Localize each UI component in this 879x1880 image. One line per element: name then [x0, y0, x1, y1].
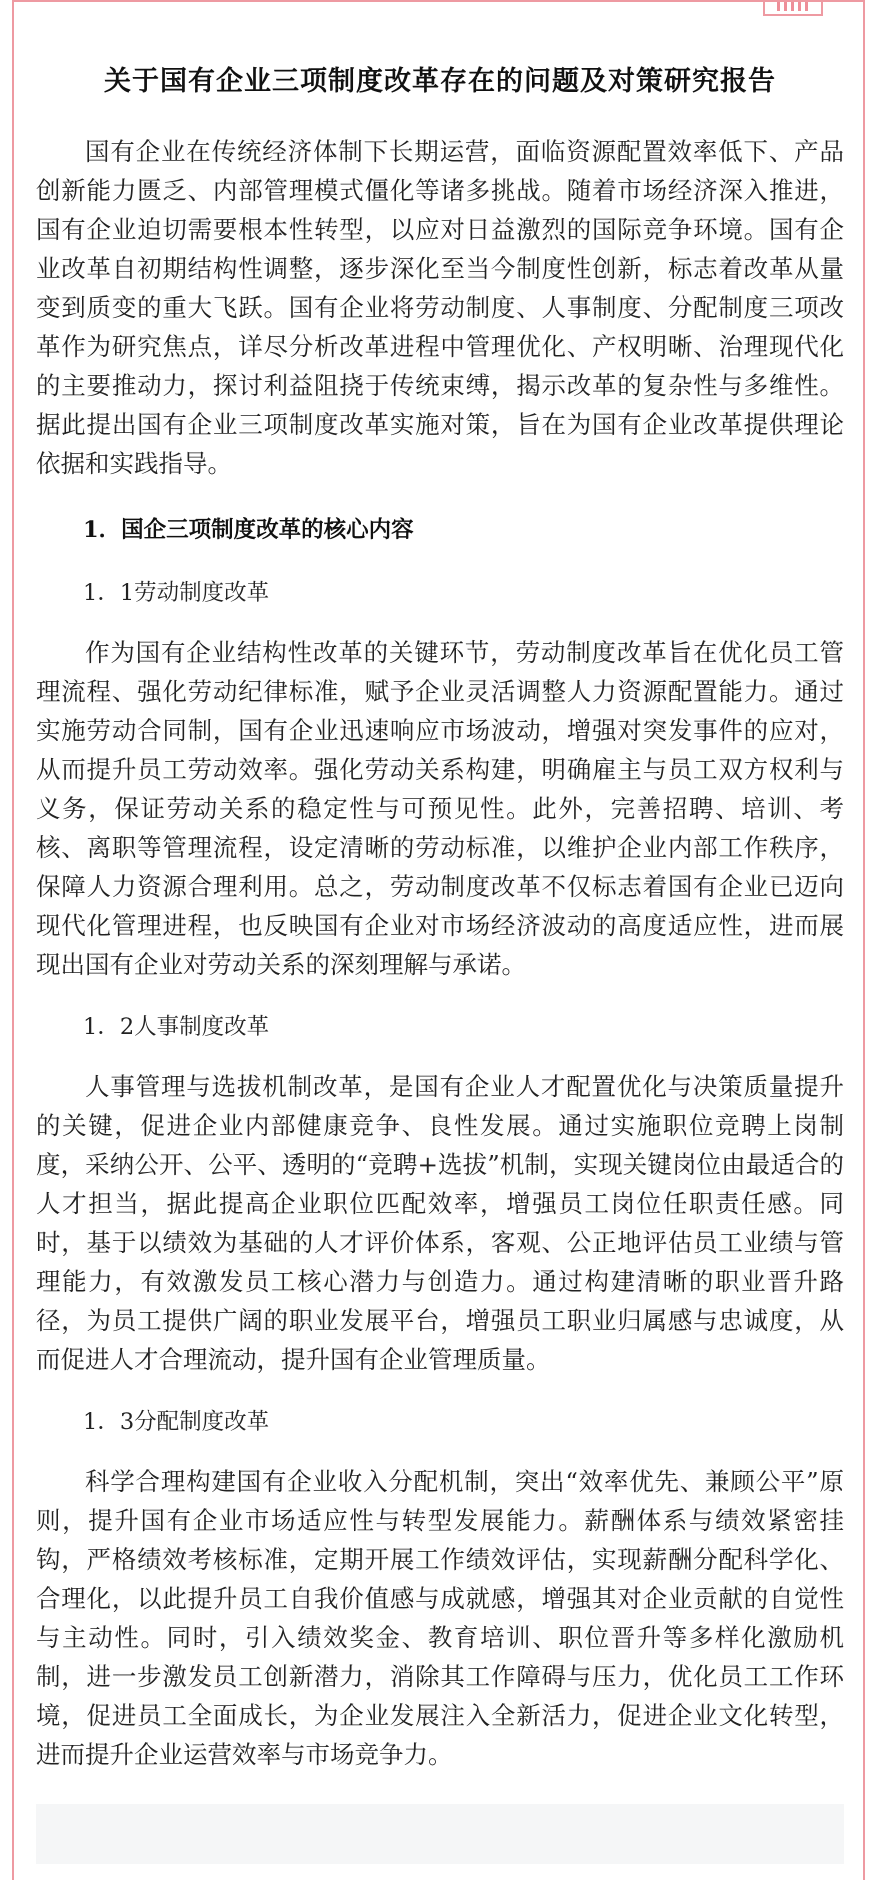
page-title: 关于国有企业三项制度改革存在的问题及对策研究报告 [104, 66, 776, 97]
intro-paragraph: 国有企业在传统经济体制下长期运营，面临资源配置效率低下、产品创新能力匮乏、内部管理模式僵化等诸多挑战。随着市场经济深入推进，国有企业迫切需要根本性转型，以应对日益激烈的国际竞争环境。国有企业改革自初期结构性调整，逐步深化至当今制度性创新，标志着改革从量变到质变的重大飞跃。国有企业将劳动制度、人事制度、分配制度三项改革作为研究焦点，详尽分析改革进程中管理优化、产权明晰、治理现代化的主要推动力，探讨利益阻挠于传统束缚，揭示改革的复杂性与多维性。据此提出国有企业三项制度改革实施对策，旨在为国有企业改革提供理论依据和实践指导。 [36, 137, 844, 478]
next-content-box [36, 1804, 844, 1864]
decor-tab [763, 2, 823, 16]
subheading-personnel: 1．2人事制度改革 [83, 1014, 270, 1040]
section-heading-1: 1．国企三项制度改革的核心内容 [83, 517, 414, 543]
labor-paragraph: 作为国有企业结构性改革的关键环节，劳动制度改革旨在优化员工管理流程、强化劳动纪律标准，赋予企业灵活调整人力资源配置能力。通过实施劳动合同制，国有企业迅速响应市场波动，增强对突发事件的应对，从而提升员工劳动效率。强化劳动关系构建，明确雇主与员工双方权利与义务，保证劳动关系的稳定性与可预见性。此外，完善招聘、培训、考核、离职等管理流程，设定清晰的劳动标准，以维护企业内部工作秩序，保障人力资源合理利用。总之，劳动制度改革不仅标志着国有企业已迈向现代化管理进程，也反映国有企业对市场经济波动的高度适应性，进而展现出国有企业对劳动关系的深刻理解与承诺。 [36, 638, 844, 979]
article [36, 60, 844, 1774]
distribution-paragraph: 科学合理构建国有企业收入分配机制，突出“效率优先、兼顾公平”原则，提升国有企业市场适应性与转型发展能力。薪酬体系与绩效紧密挂钩，严格绩效考核标准，定期开展工作绩效评估，实现薪酬分配科学化、合理化，以此提升员工自我价值感与成就感，增强其对企业贡献的自觉性与主动性。同时，引入绩效奖金、教育培训、职位晋升等多样化激励机制，进一步激发员工创新潜力，消除其工作障碍与压力，优化员工工作环境，促进员工全面成长，为企业发展注入全新活力，促进企业文化转型，进而提升企业运营效率与市场竞争力。 [36, 1467, 844, 1769]
decor-bars-icon [777, 2, 809, 11]
subheading-distribution: 1．3分配制度改革 [83, 1409, 270, 1435]
subheading-labor: 1．1劳动制度改革 [83, 580, 270, 606]
personnel-paragraph: 人事管理与选拔机制改革，是国有企业人才配置优化与决策质量提升的关键，促进企业内部健康竞争、良性发展。通过实施职位竞聘上岗制度，采纳公开、公平、透明的“竞聘+选拔”机制，实现关键岗位由最适合的人才担当，据此提高企业职位匹配效率，增强员工岗位任职责任感。同时，基于以绩效为基础的人才评价体系，客观、公正地评估员工业绩与管理能力，有效激发员工核心潜力与创造力。通过构建清晰的职业晋升路径，为员工提供广阔的职业发展平台，增强员工职业归属感与忠诚度，从而促进人才合理流动，提升国有企业管理质量。 [36, 1072, 844, 1374]
